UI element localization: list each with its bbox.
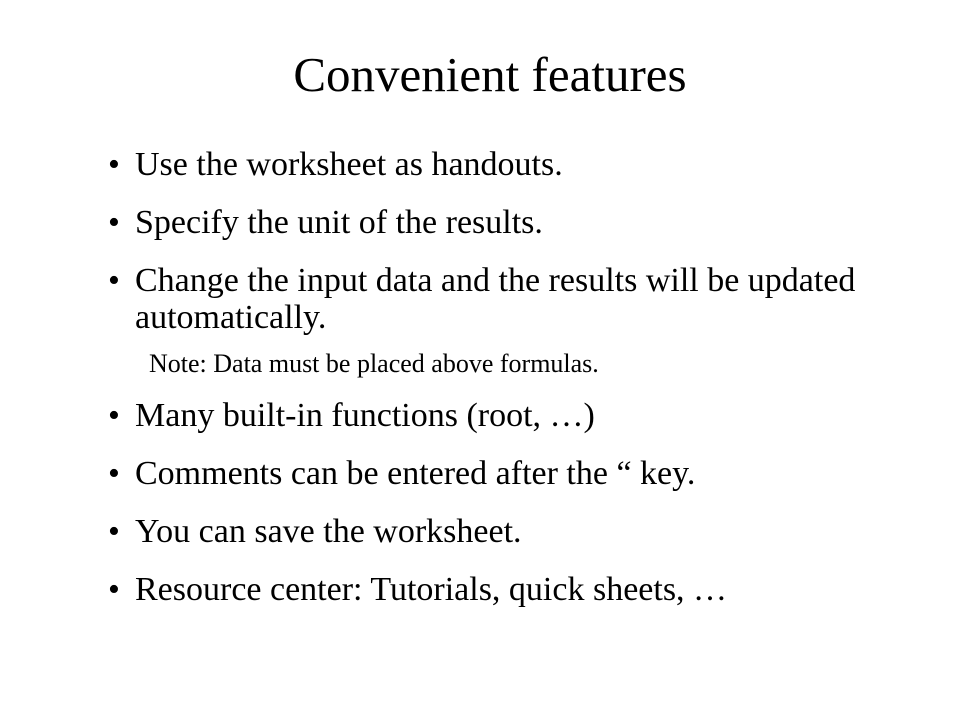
bullet-text: Many built-in functions (root, …) xyxy=(135,397,595,434)
bullet-icon: • xyxy=(108,204,120,241)
bullet-item xyxy=(108,146,928,183)
bullet-item xyxy=(108,571,928,608)
bullet-item xyxy=(108,397,928,434)
bullet-item xyxy=(108,204,928,241)
bullet-icon: • xyxy=(108,397,120,434)
bullet-text: Change the input data and the results will be updated automatically. xyxy=(135,262,856,336)
bullet-icon: • xyxy=(108,571,120,608)
note-text: Note: Data must be placed above formulas. xyxy=(149,349,599,378)
bullet-text: Resource center: Tutorials, quick sheets, … xyxy=(135,571,728,608)
bullet-item xyxy=(108,455,928,492)
bullet-text: You can save the worksheet. xyxy=(135,513,522,550)
bullet-icon: • xyxy=(108,455,120,492)
bullet-item xyxy=(108,262,928,336)
bullet-list xyxy=(108,146,928,629)
bullet-icon: • xyxy=(108,146,120,183)
bullet-icon: • xyxy=(108,262,120,299)
bullet-text: Comments can be entered after the “ key. xyxy=(135,455,696,492)
bullet-icon: • xyxy=(108,513,120,550)
bullet-text: Use the worksheet as handouts. xyxy=(135,146,563,183)
slide-title: Convenient features xyxy=(293,47,687,102)
bullet-item xyxy=(108,513,928,550)
bullet-text: Specify the unit of the results. xyxy=(135,204,543,241)
